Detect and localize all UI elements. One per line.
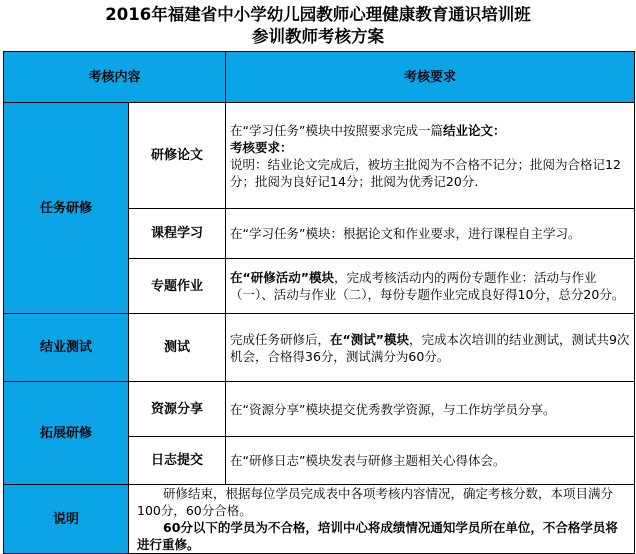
item-label-test: 测试 (129, 314, 226, 382)
note-paragraph-2: 60分以下的学员为不合格，培训中心将成绩情况通知学员所在单位，不合格学员将进行重修。 (137, 520, 618, 552)
assessment-table (3, 51, 635, 554)
paper-explanation: 说明：结业论文完成后，被坊主批阅为不合格不记分；批阅为合格记12分；批阅为良好记14分；批阅为优秀记20分. (230, 156, 621, 189)
group-note: 说明 (4, 485, 129, 554)
paper-line1: 在“学习任务”模块中按照要求完成一篇 (230, 122, 443, 138)
note-paragraph-1: 研修结束，根据每位学员完成表中各项考核内容情况，确定考核分数，本项目满分100分，60分合格。 (137, 486, 614, 518)
topic-text: ，完成考核活动内的两份专题作业：活动与作业（一）、活动与作业（二），每份专题作业完成良好得10分，总分20分。 (230, 270, 625, 302)
test-bold: 在“测试”模块 (330, 331, 409, 347)
item-label-share: 资源分享 (129, 382, 226, 437)
paper-requirements-heading: 考核要求： (230, 139, 293, 155)
document-subtitle: 参训教师考核方案 (252, 27, 384, 46)
item-desc-course: 在“学习任务”模块：根据论文和作业要求，进行课程自主学习。 (226, 209, 635, 259)
item-desc-log: 在“研修日志”模块发表与研修主题相关心得体会。 (226, 437, 635, 485)
test-text-a: 完成任务研修后， (230, 331, 331, 347)
item-label-paper: 研修论文 (129, 103, 226, 209)
item-label-topic: 专题作业 (129, 259, 226, 314)
group-final-test: 结业测试 (4, 314, 129, 382)
item-label-log: 日志提交 (129, 437, 226, 485)
group-task-study: 任务研修 (4, 103, 129, 314)
item-label-course: 课程学习 (129, 209, 226, 259)
item-desc-paper (226, 103, 635, 209)
document-title: 2016年福建省中小学幼儿园教师心理健康教育通识培训班 (105, 5, 531, 24)
paper-line1-bold: 结业论文： (442, 122, 506, 138)
item-desc-share: 在“资源分享”模块提交优秀教学资源，与工作坊学员分享。 (226, 382, 635, 437)
group-expand-study: 拓展研修 (4, 382, 129, 485)
note-body (129, 485, 635, 554)
topic-bold: 在“研修活动”模块 (230, 270, 334, 285)
header-content: 考核内容 (4, 52, 226, 103)
header-requirements: 考核要求 (226, 52, 635, 103)
item-desc-test (226, 314, 635, 382)
item-desc-topic (226, 259, 635, 314)
test-text-c: ，完成本次培训的结业测试，测试共9次机会，合格得36分，测试满分为60分。 (230, 331, 630, 364)
